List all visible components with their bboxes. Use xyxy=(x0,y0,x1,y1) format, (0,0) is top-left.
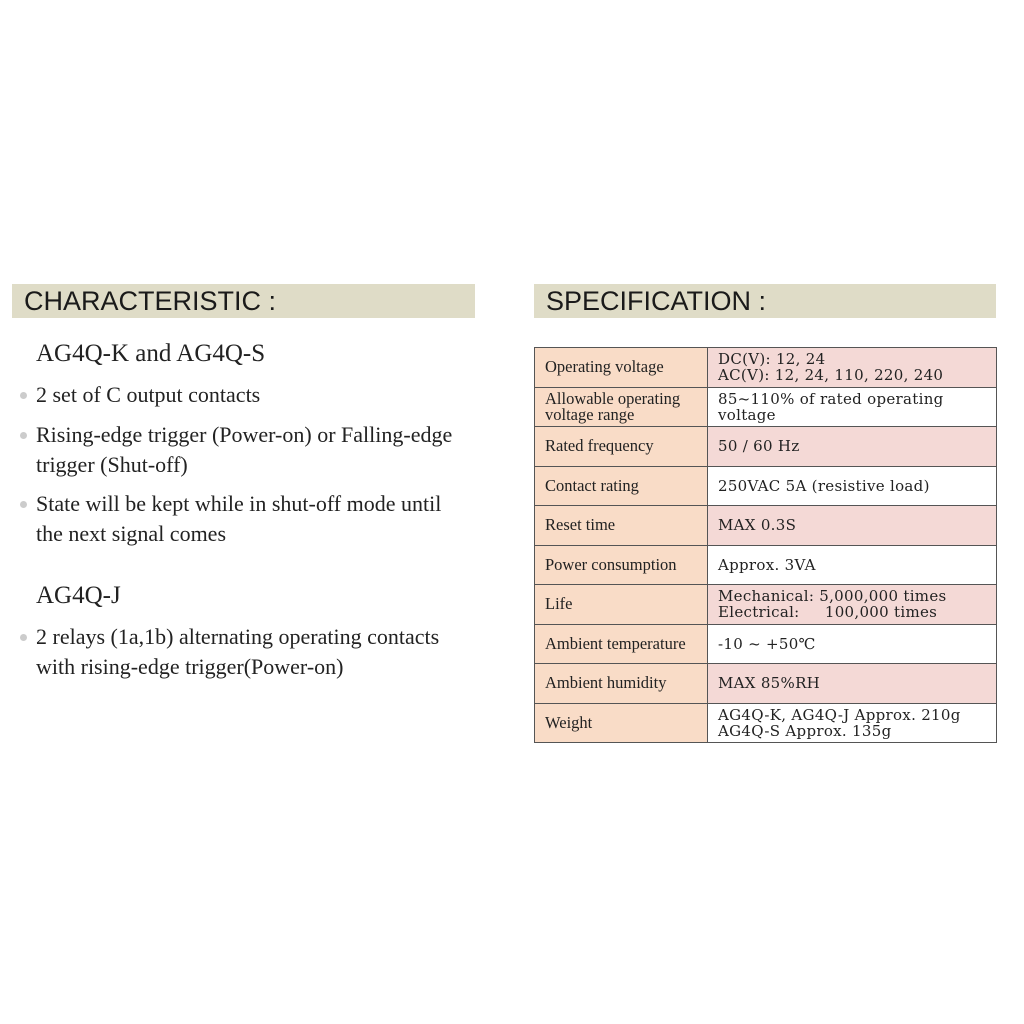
spec-value-cell xyxy=(708,624,997,664)
spec-label: Reset time xyxy=(535,506,708,546)
bullet-icon xyxy=(20,392,27,399)
spec-value-cell xyxy=(708,466,997,506)
bullet-text: 2 set of C output contacts xyxy=(36,382,261,407)
list-item xyxy=(36,489,456,549)
spec-value: Mechanical: 5,000,000 times xyxy=(718,587,947,606)
spec-value-cell xyxy=(708,348,997,388)
bullet-icon xyxy=(20,634,27,641)
spec-label: Ambient temperature xyxy=(535,624,708,664)
spec-value-cell xyxy=(708,545,997,585)
spec-label: Contact rating xyxy=(535,466,708,506)
bullet-icon xyxy=(20,432,27,439)
spec-value: 50 / 60 Hz xyxy=(718,437,800,456)
table-row xyxy=(535,348,997,388)
spec-label: Life xyxy=(535,585,708,625)
spec-value: -10 ~ +50℃ xyxy=(718,634,816,653)
spec-value-cell xyxy=(708,664,997,704)
spec-value-line2: AC(V): 12, 24, 110, 220, 240 xyxy=(718,366,944,385)
list-item xyxy=(36,380,476,410)
spec-label: Ambient humidity xyxy=(535,664,708,704)
spec-value-cell xyxy=(708,427,997,467)
spec-value: MAX 0.3S xyxy=(718,516,797,535)
spec-label: Weight xyxy=(535,703,708,743)
table-row xyxy=(535,427,997,467)
table-row xyxy=(535,506,997,546)
table-row xyxy=(535,624,997,664)
table-row xyxy=(535,466,997,506)
bullet-text: 2 relays (1a,1b) alternating operating contacts with rising-edge trigger(Power-on) xyxy=(36,624,440,679)
spec-value-cell xyxy=(708,506,997,546)
table-row xyxy=(535,703,997,743)
table-row xyxy=(535,387,997,427)
specification-table xyxy=(534,347,997,743)
list-item xyxy=(36,420,456,480)
table-row xyxy=(535,545,997,585)
table-row xyxy=(535,664,997,704)
spec-label: Rated frequency xyxy=(535,427,708,467)
bullet-icon xyxy=(20,501,27,508)
spec-label: Power consumption xyxy=(535,545,708,585)
spec-value-cell xyxy=(708,585,997,625)
spec-value: MAX 85%RH xyxy=(718,674,821,693)
table-row xyxy=(535,585,997,625)
spec-value-cell xyxy=(708,387,997,427)
spec-label: Allowable operating voltage range xyxy=(535,387,708,427)
spec-value-line2: AG4Q-S Approx. 135g xyxy=(718,721,892,740)
spec-label: Operating voltage xyxy=(535,348,708,388)
specification-header: SPECIFICATION : xyxy=(534,284,996,318)
spec-value-cell xyxy=(708,703,997,743)
spec-value: 250VAC 5A (resistive load) xyxy=(718,476,930,495)
model-heading-j: AG4Q-J xyxy=(36,582,121,609)
spec-value: DC(V): 12, 24 xyxy=(718,350,826,369)
bullet-text: Rising-edge trigger (Power-on) or Falling-edge trigger (Shut-off) xyxy=(36,422,453,477)
spec-value-line2: Electrical: 100,000 times xyxy=(718,603,938,622)
bullet-text: State will be kept while in shut-off mode until the next signal comes xyxy=(36,491,442,546)
spec-value: 85~110% of rated operating voltage xyxy=(718,389,944,424)
list-item xyxy=(36,622,476,682)
characteristic-header: CHARACTERISTIC : xyxy=(12,284,475,318)
spec-value: Approx. 3VA xyxy=(718,555,816,574)
model-heading-k-s: AG4Q-K and AG4Q-S xyxy=(36,340,266,367)
spec-value: AG4Q-K, AG4Q-J Approx. 210g xyxy=(718,705,961,724)
